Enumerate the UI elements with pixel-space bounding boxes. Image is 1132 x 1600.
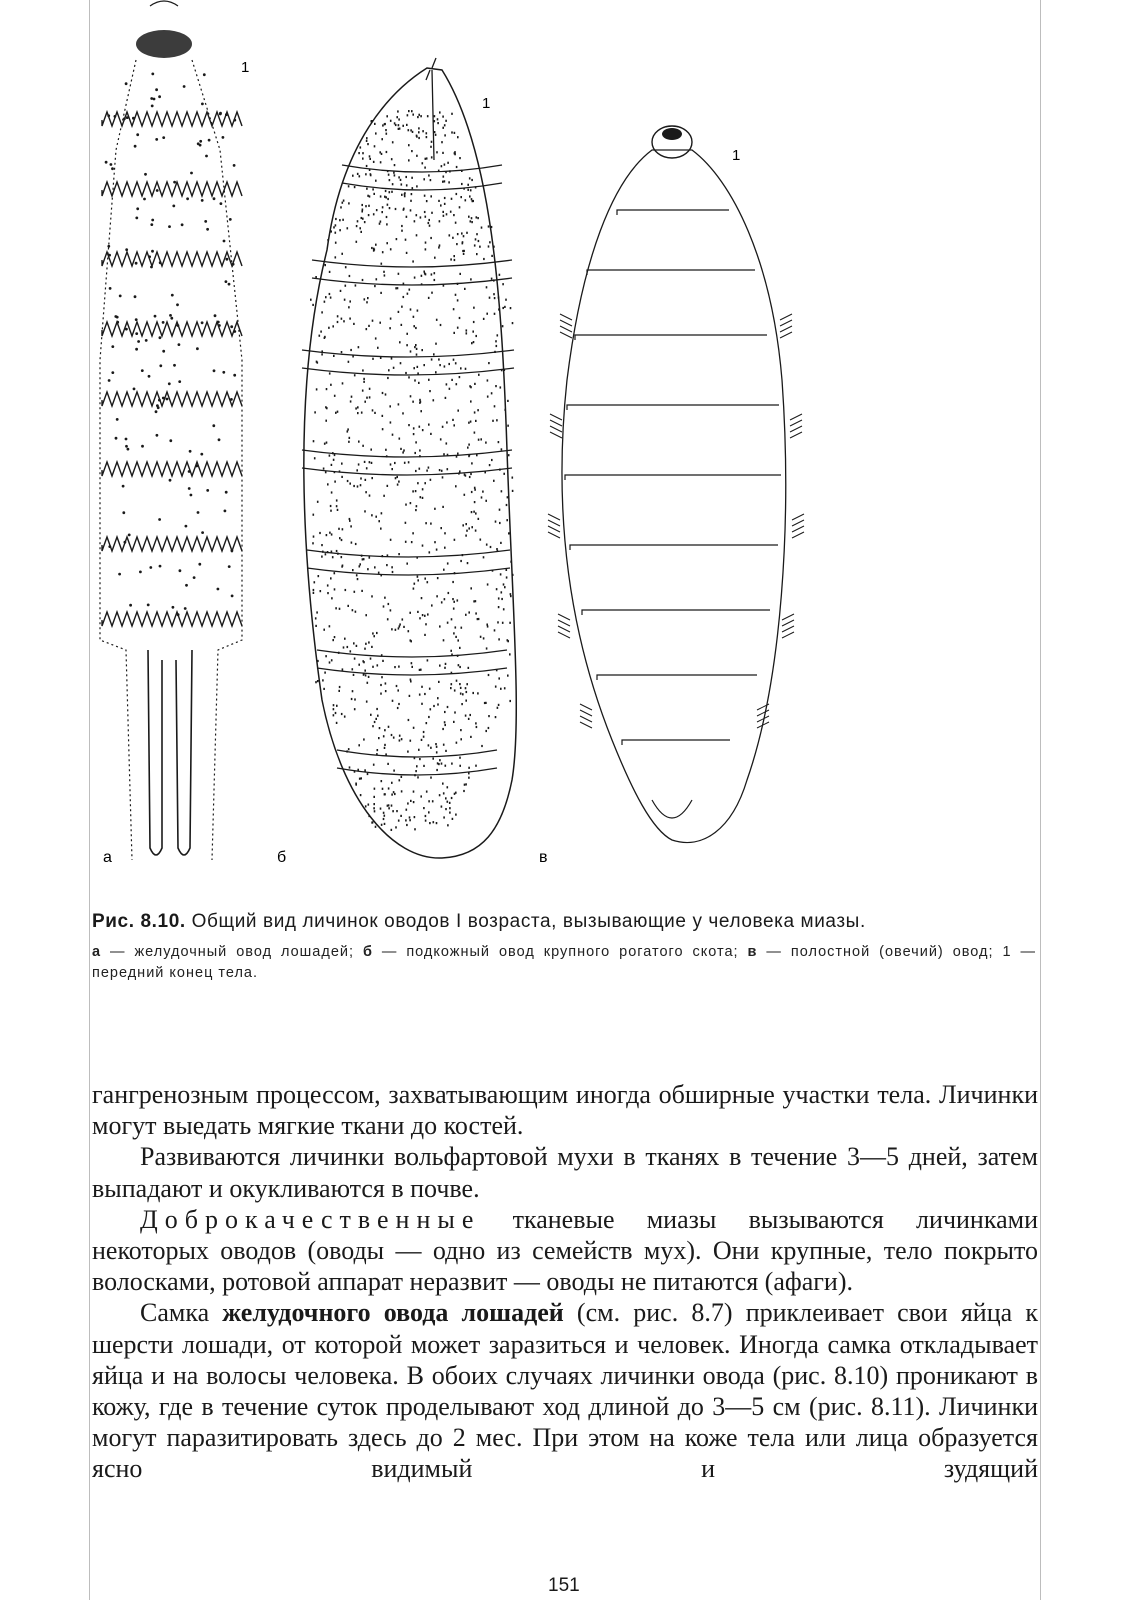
paragraph-4	[92, 1297, 1038, 1484]
paragraph-3	[92, 1204, 1038, 1298]
body-text	[92, 1079, 1038, 1485]
sublabel-a: а	[103, 849, 112, 866]
paragraph-4-bold: желудочного овода лошадей	[222, 1298, 564, 1328]
spaced-term: Доброкачественные	[140, 1204, 481, 1234]
legend-key-a: а	[92, 944, 102, 960]
page-number: 151	[548, 1575, 580, 1596]
caption-title	[92, 908, 1036, 935]
larva-sheep-nasal-botfly	[548, 126, 804, 843]
paragraph-1: гангренозным процессом, захватывающим иногда обширные участки тела. Личинки могут выедать мягкие ткани до костей.	[92, 1080, 1038, 1141]
sublabel-b: б	[277, 849, 287, 866]
caption-text: Общий вид личинок оводов I возраста, вызывающие у человека миазы.	[185, 911, 866, 932]
paragraph-3-rest: тканевые миазы вызываются личинками некоторых оводов (оводы — одно из семейств мух). Они крупные, тело покрыто волосками, ротовой аппарат неразвит — оводы не питаются (афаги).	[92, 1204, 1038, 1297]
legend-text-v: — полостной (овечий) овод; 1 — передний конец тела.	[92, 944, 1036, 981]
figure-caption	[92, 908, 1036, 984]
legend-text-a: — желудочный овод лошадей;	[101, 944, 363, 960]
legend-key-v: в	[747, 944, 758, 960]
front-end-marker-c: 1	[732, 147, 741, 164]
larvae-figure	[92, 0, 1038, 900]
front-end-marker-b: 1	[482, 95, 491, 112]
caption-prefix: Рис. 8.10.	[92, 911, 186, 932]
sublabel-v: в	[539, 849, 548, 866]
larva-cattle-warble-fly	[302, 58, 516, 858]
page-frame-left	[89, 0, 90, 1600]
page-frame-right	[1040, 0, 1041, 1600]
caption-legend	[92, 942, 1036, 984]
larva-horse-stomach-botfly	[100, 1, 242, 860]
legend-key-b: б	[362, 944, 373, 960]
paragraph-4-pre: Самка	[140, 1298, 223, 1328]
paragraph-4-post: (см. рис. 8.7) приклеивает свои яйца к шерсти лошади, от которой может заразиться и человек. Иногда самка откладывает яйца и на волосы человека. В обоих случаях личинки овода (рис. 8.10) проникают в кожу, где в течение суток проделывают ход длиной до 3—5 см (рис. 8.11). Личинки могут паразитировать здесь до 2 мес. При этом на коже тела или лица образуется ясно видимый и зудящий	[92, 1298, 1038, 1484]
paragraph-2: Развиваются личинки вольфартовой мухи в тканях в течение 3—5 дней, затем выпадают и окукливаются в почве.	[92, 1142, 1038, 1203]
legend-text-b: — подкожный овод крупного рогатого скота;	[372, 944, 748, 960]
front-end-marker-a: 1	[241, 59, 250, 76]
